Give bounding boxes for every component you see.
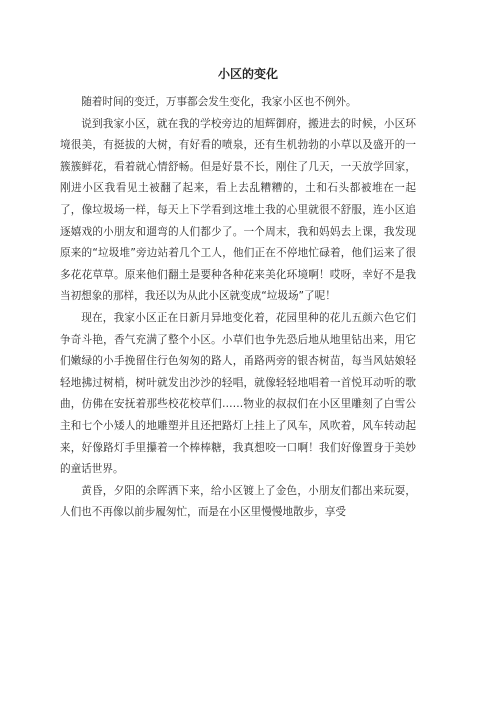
paragraph: 随着时间的变迁，万事都会发生变化，我家小区也不例外。 [81, 96, 357, 108]
document-title: 小区的变化 [217, 67, 278, 81]
paragraph: 说到我家小区，就在我的学校旁边的旭辉御府，搬进去的时候，小区环境很美，有挺拔的大树，有好看的喷泉，还有生机勃勃的小草以及盛开的一簇簇鲜花，看着就心情舒畅。但是好景不长，刚住了几天，一天放学回家，刚进小区我看见土被翻了起来，看上去乱糟糟的，土和石头都被堆在一起了，像垃圾场一样，每天上下学看到这堆土我的心里就很不舒服，连小区追逐嬉戏的小朋友和遛弯的人们都少了。一个周末，我和妈妈去上课，我发现原来的“垃圾堆”旁边站着几个工人，他们正在不停地忙碌着，他们运来了很多花花草草。原来他们翻土是要种各种花来美化环境啊！哎呀，幸好不是我当初想象的那样，我还以为从此小区就变成“垃圾场”了呢！ [60, 117, 416, 303]
document-body [60, 92, 416, 524]
paragraph: 黄昏，夕阳的余晖洒下来，给小区镀上了金色，小朋友们都出来玩耍，人们也不再像以前步履匆忙，而是在小区里慢慢地散步，享受 [60, 484, 416, 519]
paragraph: 现在，我家小区正在日新月异地变化着，花园里种的花儿五颜六色它们争奇斗艳，香气充满了整个小区。小草们也争先恐后地从地里钻出来，用它们嫩绿的小手挽留住行色匆匆的路人，甬路两旁的银杏树苗，每当风姑娘轻轻地拂过树梢，树叶就发出沙沙的轻唱，就像轻轻地唱着一首悦耳动听的歌曲，仿佛在安抚着那些校花校草们……物业的叔叔们在小区里雕刻了白雪公主和七个小矮人的地雕塑并且还把路灯上挂上了风车，风吹着，风车转动起来，好像路灯手里攥着一个棒棒糖，我真想咬一口啊！我们好像置身于美妙的童话世界。 [60, 311, 416, 476]
